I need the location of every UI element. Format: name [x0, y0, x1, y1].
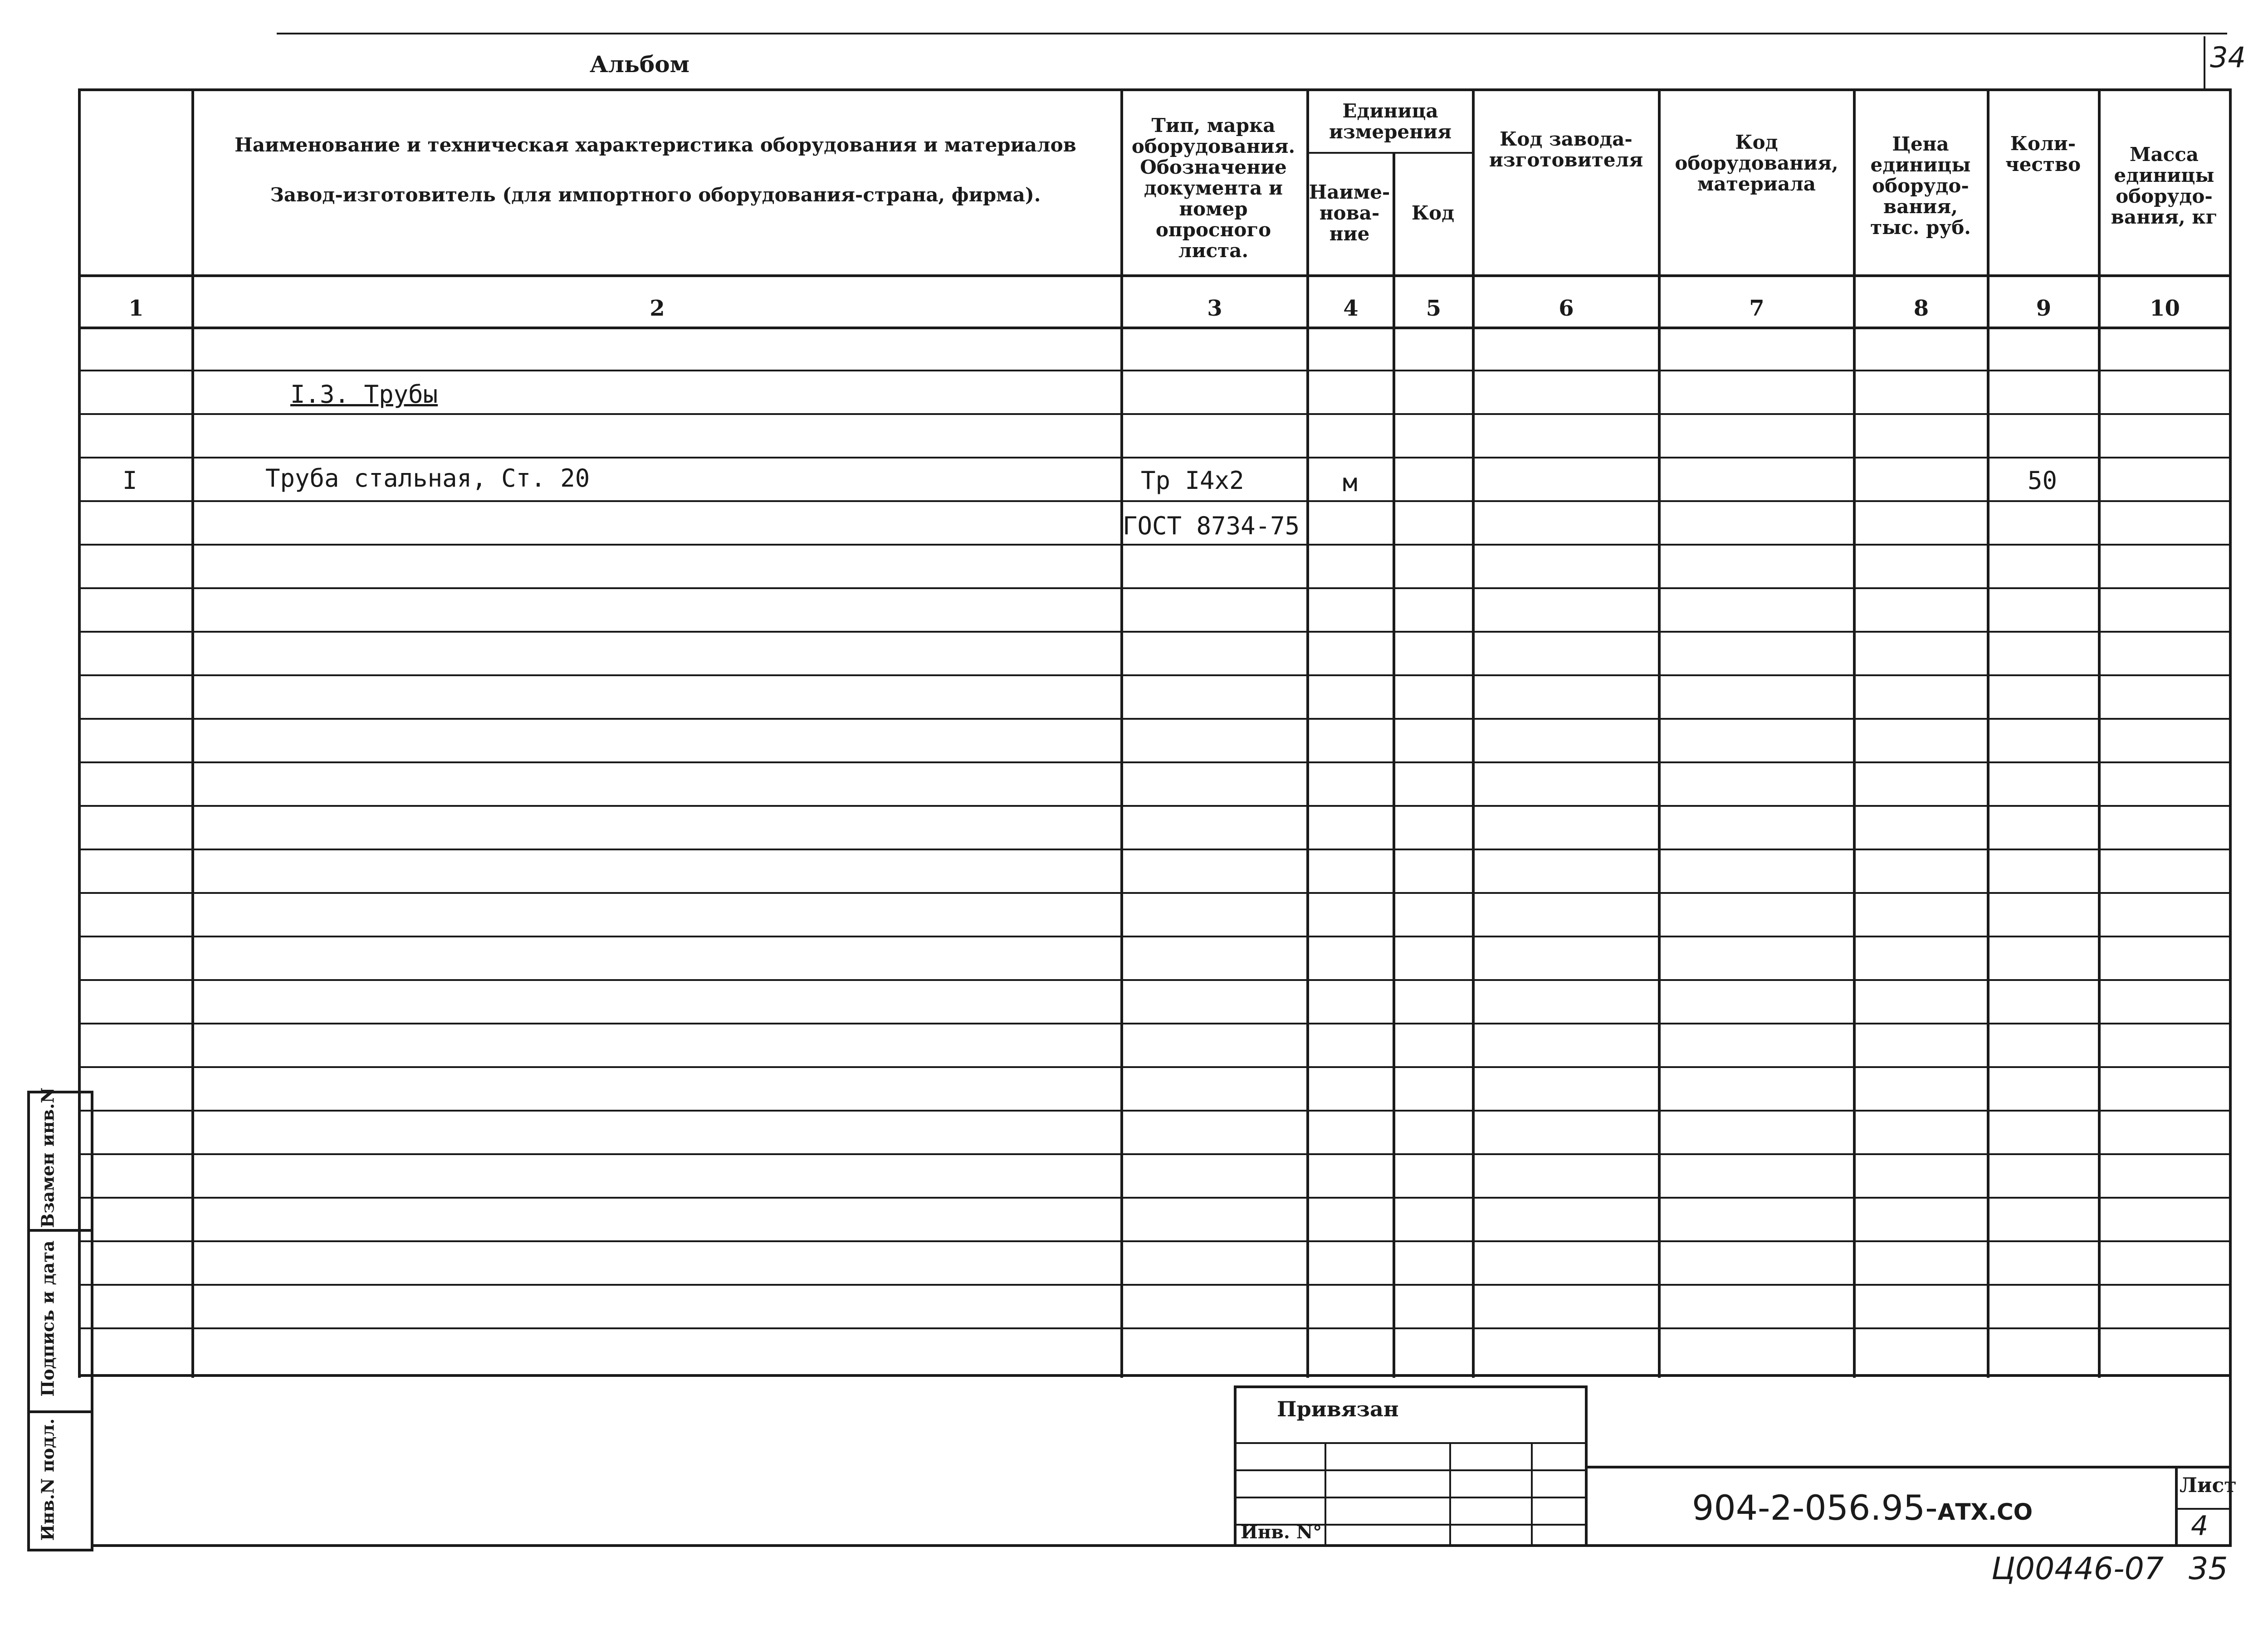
- privyazan-col-2: [1449, 1442, 1451, 1546]
- item-unit: м: [1343, 468, 1358, 497]
- table-row-line: [78, 805, 2232, 807]
- header-col5: Код: [1411, 202, 1455, 224]
- col-divider-6: [1658, 88, 1661, 1378]
- table-row-line: [78, 413, 2232, 415]
- table-row-line: [78, 1153, 2232, 1155]
- document-code-suffix: АТХ.СО: [1937, 1499, 2033, 1525]
- col-number-8: 8: [1913, 296, 1929, 321]
- table-right-border: [2229, 88, 2232, 1544]
- privyazan-label: Привязан: [1277, 1397, 1399, 1421]
- col-number-5: 5: [1426, 296, 1442, 321]
- table-row-line: [78, 457, 2232, 458]
- table-row-line: [78, 587, 2232, 589]
- table-left-border: [78, 88, 81, 1378]
- item-type: Тр I4х2: [1141, 466, 1244, 495]
- privyazan-line-2: [1234, 1469, 1586, 1471]
- archive-code: Ц00446-07: [1991, 1551, 2164, 1587]
- document-code: [1692, 1488, 2033, 1528]
- header-col7: Код оборудования, материала: [1675, 131, 1838, 195]
- table-row-line: [78, 674, 2232, 676]
- unit-group-divider: [1306, 152, 1472, 154]
- col-divider-7: [1853, 88, 1856, 1378]
- header-col2-line2: Завод-изготовитель (для импортного оборудования-страна, фирма).: [270, 184, 1041, 206]
- col-number-1: 1: [128, 296, 144, 321]
- item-quantity: 50: [2028, 466, 2058, 495]
- item-name: Труба стальная, Ст. 20: [265, 464, 590, 493]
- sheet-label: Лист: [2180, 1474, 2237, 1497]
- table-top-border: [78, 88, 2232, 91]
- side-stamp-podpis: Подпись и дата: [37, 1240, 58, 1397]
- col-divider-2: [1120, 88, 1123, 1378]
- privyazan-line-1: [1234, 1442, 1586, 1444]
- table-row-line: [78, 892, 2232, 894]
- privyazan-line-3: [1234, 1497, 1586, 1498]
- sheet-box-left: [2175, 1466, 2178, 1546]
- table-row-line: [78, 979, 2232, 981]
- privyazan-box-left: [1234, 1385, 1237, 1546]
- section-title: I.3. Трубы: [290, 380, 438, 409]
- col-divider-3: [1306, 88, 1309, 1378]
- top-border-line: [277, 33, 2227, 34]
- table-row-line: [78, 1327, 2232, 1329]
- table-row-line: [78, 1240, 2232, 1242]
- page-number-box-left: [2204, 36, 2205, 90]
- privyazan-col-3: [1531, 1442, 1533, 1546]
- table-row-line: [78, 936, 2232, 937]
- inv-n-label: Инв. N°: [1241, 1522, 1322, 1543]
- table-row-line: [78, 849, 2232, 850]
- album-label: Альбом: [590, 51, 690, 78]
- header-unit-group: Единица измерения: [1329, 99, 1452, 143]
- table-row-line: [78, 500, 2232, 502]
- col-number-7: 7: [1749, 296, 1765, 321]
- title-block-mid-line: [1585, 1466, 2232, 1468]
- col-number-9: 9: [2036, 296, 2052, 321]
- side-stamp-bottom: [27, 1549, 93, 1551]
- page-number-handwritten: 34: [2210, 41, 2246, 74]
- header-col6: Код завода- изготовителя: [1489, 128, 1643, 171]
- header-col4: Наиме- нова- ние: [1309, 181, 1390, 245]
- side-stamp-inv-podl: Инв.N подл.: [37, 1418, 58, 1541]
- col-divider-8: [1987, 88, 1989, 1378]
- header-col3: Тип, марка оборудования. Обозначение документа и номер опросного листа.: [1131, 114, 1295, 262]
- privyazan-box-top: [1234, 1385, 1588, 1388]
- item-standard: ГОСТ 8734-75: [1123, 512, 1300, 540]
- table-row-line: [78, 1023, 2232, 1024]
- archive-page-number: 35: [2189, 1551, 2228, 1587]
- table-row-line: [78, 761, 2232, 763]
- table-row-line: [78, 1197, 2232, 1199]
- col-divider-9: [2098, 88, 2101, 1378]
- col-number-4: 4: [1343, 296, 1359, 321]
- privyazan-col-1: [1325, 1442, 1326, 1546]
- side-stamp-left: [27, 1091, 30, 1551]
- table-row-line: [78, 544, 2232, 546]
- header-bottom-line: [78, 274, 2232, 277]
- table-row-line: [78, 1284, 2232, 1286]
- side-stamp-right: [91, 1091, 93, 1551]
- column-numbers-bottom-line: [78, 327, 2232, 329]
- sheet-bottom-border: [91, 1544, 2232, 1547]
- header-col2-line1: Наименование и техническая характеристика оборудования и материалов: [235, 134, 1076, 156]
- header-col9: Коли- чество: [2005, 132, 2081, 176]
- col-number-10: 10: [2150, 296, 2180, 321]
- col-number-3: 3: [1207, 296, 1222, 321]
- sheet-number: 4: [2191, 1510, 2209, 1542]
- document-code-main: 904-2-056.95-: [1692, 1488, 1938, 1528]
- table-row-line: [78, 631, 2232, 633]
- table-row-line: [78, 1066, 2232, 1068]
- item-number: I: [122, 466, 137, 495]
- col-divider-1: [191, 88, 194, 1378]
- col-number-2: 2: [650, 296, 665, 321]
- col-divider-5: [1472, 88, 1475, 1378]
- header-col8: Цена единицы оборудо- вания, тыс. руб.: [1870, 133, 1971, 239]
- col-divider-4: [1393, 152, 1395, 1378]
- table-row-line: [78, 1110, 2232, 1112]
- col-number-6: 6: [1559, 296, 1574, 321]
- table-bottom-border: [78, 1374, 2232, 1377]
- side-stamp-vzamen: Взамен инв.N: [37, 1087, 58, 1228]
- sheet-box-divider: [2175, 1508, 2232, 1510]
- header-col10: Масса единицы оборудо- вания, кг: [2111, 143, 2218, 228]
- table-row-line: [78, 718, 2232, 720]
- table-row-line: [78, 370, 2232, 371]
